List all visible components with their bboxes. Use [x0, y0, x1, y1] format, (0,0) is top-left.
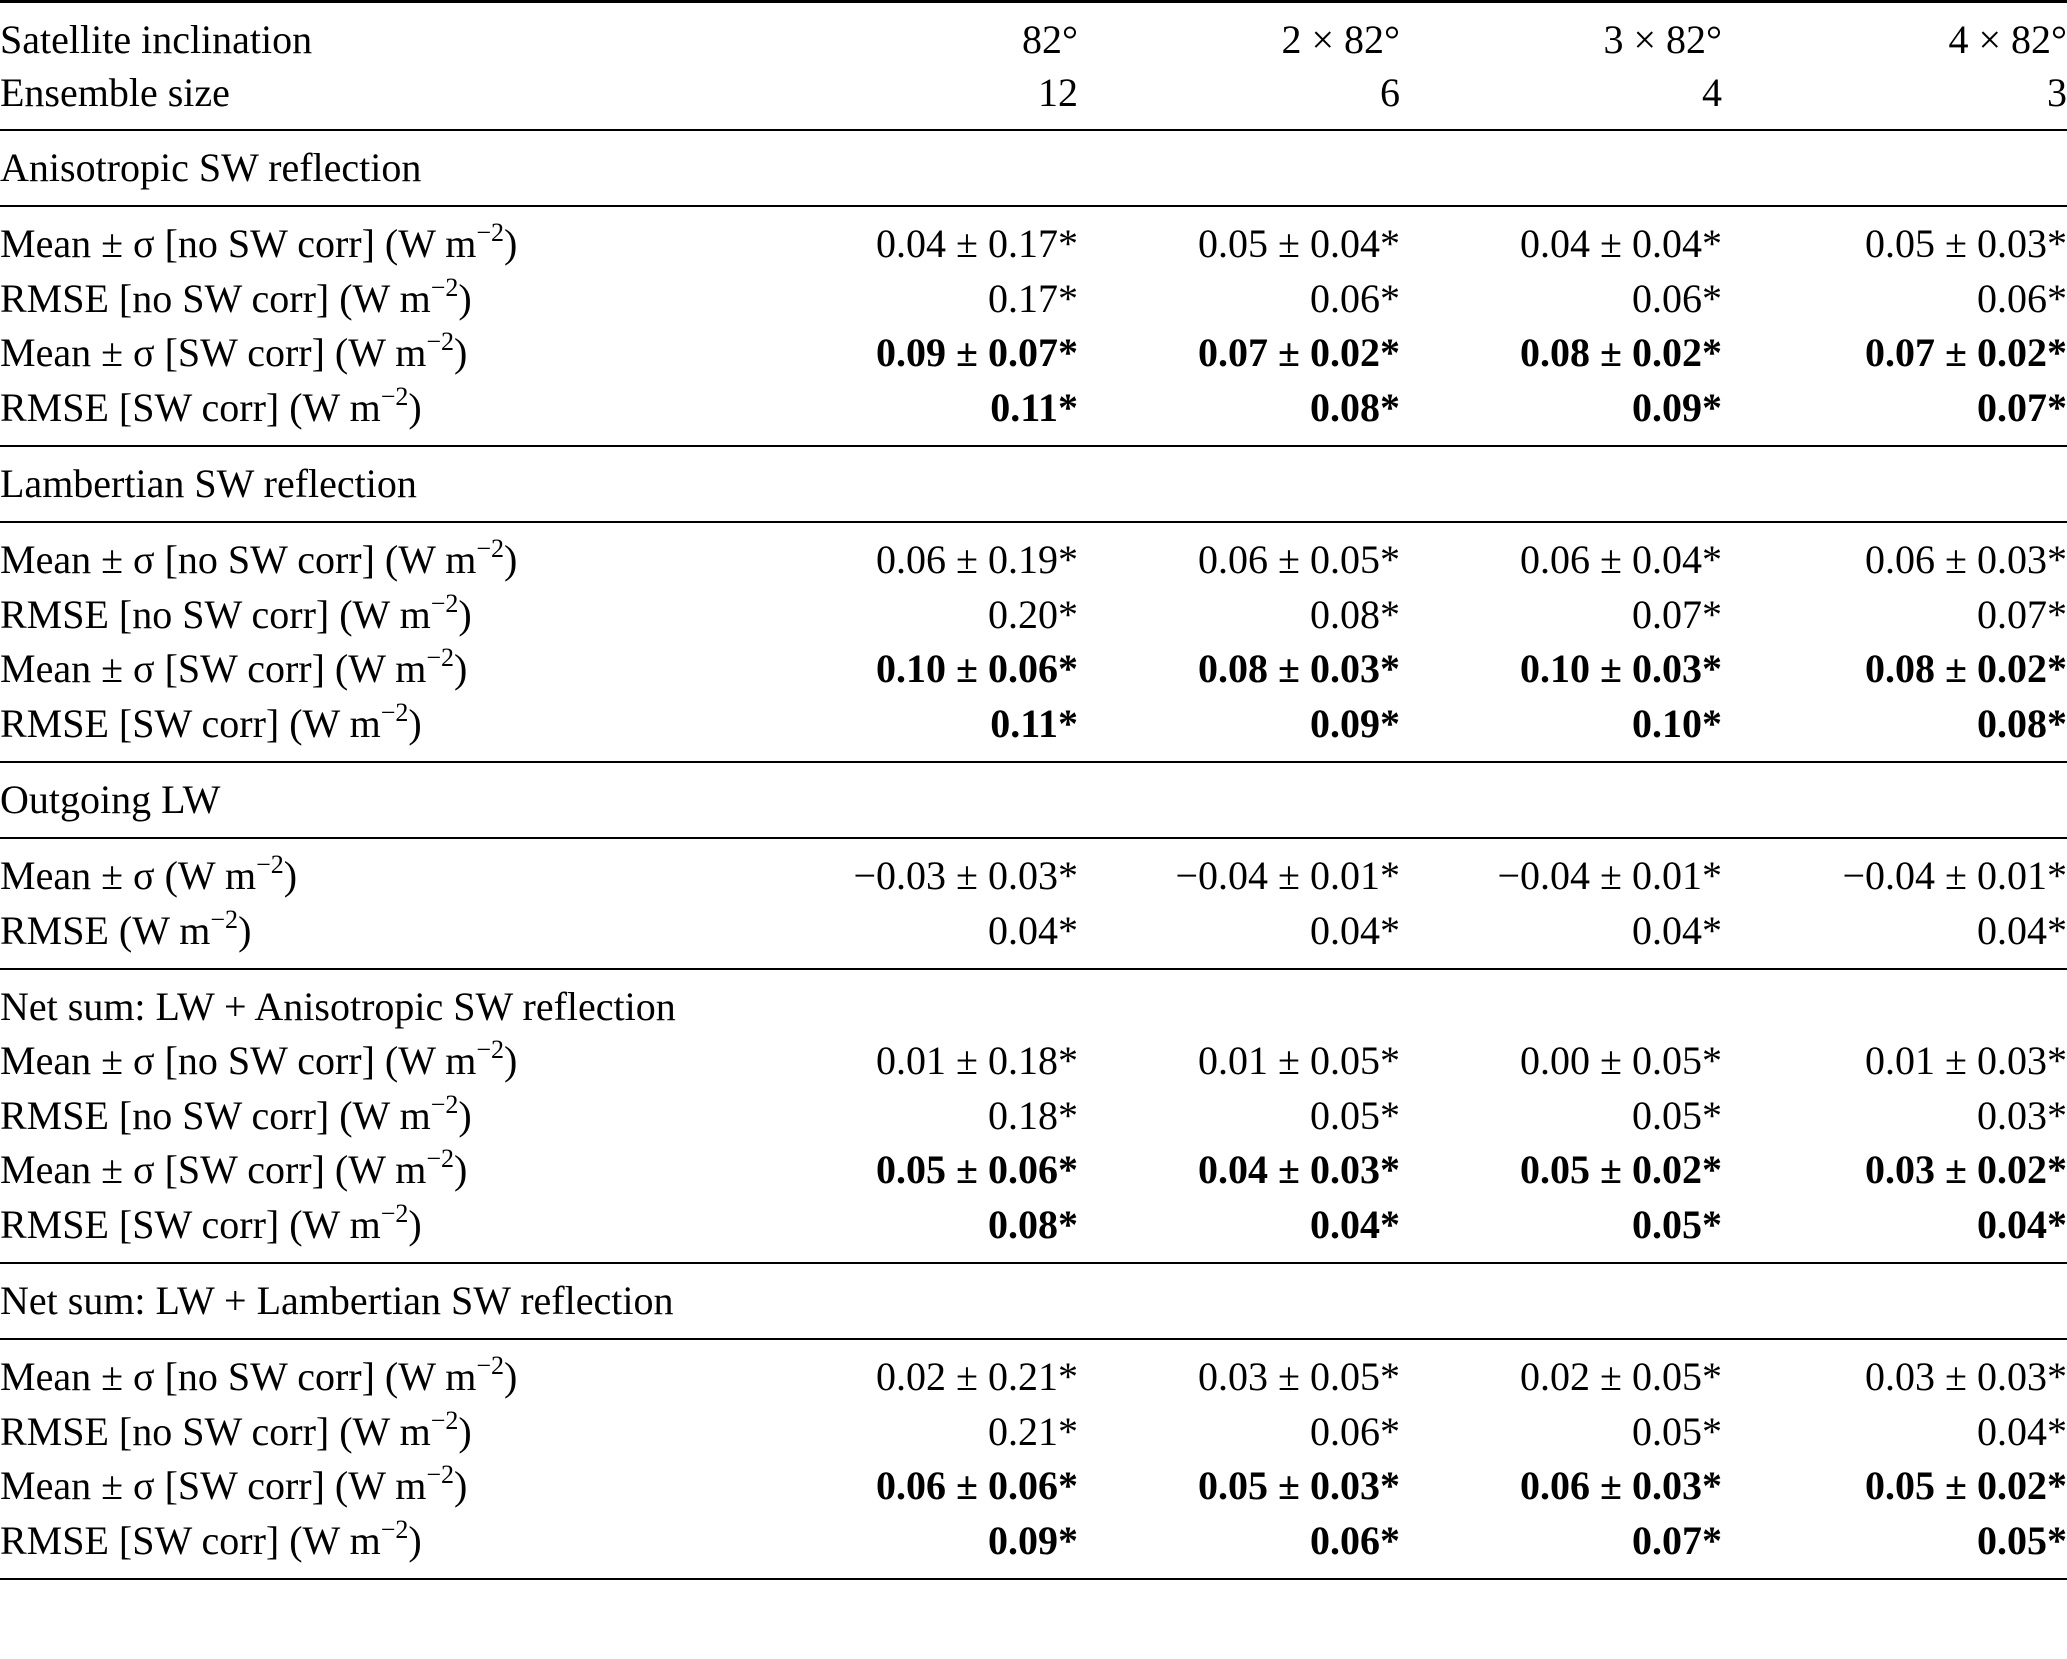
- row-label-end: ): [504, 537, 518, 582]
- value-cell: −0.03 ± 0.03*: [790, 838, 1078, 904]
- value-cell: 0.04*: [1310, 1201, 1400, 1247]
- value-cell: −0.04 ± 0.01*: [1400, 838, 1722, 904]
- table-row: [0, 838, 2067, 904]
- row-label: [0, 1405, 790, 1460]
- unit-exponent: −2: [380, 1514, 409, 1544]
- row-label-text: Mean ± σ [SW corr] (W m: [0, 1147, 427, 1192]
- inclination-label: Satellite inclination: [0, 2, 790, 67]
- value-cell: 0.07 ± 0.02*: [1198, 330, 1400, 375]
- value-cell: 0.08 ± 0.02*: [1865, 646, 2067, 691]
- row-label: [0, 1034, 790, 1089]
- table-row: [0, 1198, 2067, 1264]
- value-cell: 0.09*: [790, 1514, 1078, 1580]
- value-cell: 0.09*: [1632, 384, 1722, 430]
- value-cell: 0.04*: [1977, 1201, 2067, 1247]
- unit-exponent: −2: [426, 642, 455, 672]
- row-label: [0, 522, 790, 588]
- row-label: [0, 642, 790, 697]
- value-cell: 0.04*: [1977, 1408, 2067, 1454]
- unit-exponent: −2: [476, 1350, 505, 1380]
- unit-exponent: −2: [380, 381, 409, 411]
- row-label-end: ): [458, 591, 472, 637]
- section-title: Anisotropic SW reflection: [0, 130, 2067, 206]
- value-cell: 0.08*: [988, 1201, 1078, 1247]
- row-label-end: ): [458, 1092, 472, 1138]
- row-label: [0, 1514, 790, 1580]
- value-cell: 0.09 ± 0.07*: [876, 330, 1078, 375]
- value-cell: 0.05 ± 0.04*: [1078, 206, 1400, 272]
- table-row: [0, 1459, 2067, 1514]
- row-label: [0, 838, 790, 904]
- value-cell: 0.07 ± 0.02*: [1865, 330, 2067, 375]
- value-cell: 0.21*: [988, 1408, 1078, 1454]
- header-row-ensemble: [0, 66, 2067, 130]
- value-cell: 0.03 ± 0.02*: [1865, 1147, 2067, 1192]
- value-cell: 0.05 ± 0.03*: [1198, 1463, 1400, 1508]
- table-row: [0, 697, 2067, 763]
- row-label-text: Mean ± σ [SW corr] (W m: [0, 1463, 427, 1508]
- table-row: [0, 381, 2067, 447]
- value-cell: 0.10*: [1632, 700, 1722, 746]
- row-label-text: Mean ± σ [no SW corr] (W m: [0, 1354, 477, 1399]
- unit-exponent: −2: [426, 1459, 455, 1489]
- table-row: [0, 1405, 2067, 1460]
- value-cell: 0.07*: [1977, 384, 2067, 430]
- inclination-value: 82°: [790, 2, 1078, 67]
- value-cell: 0.18*: [988, 1092, 1078, 1138]
- row-label-end: ): [283, 853, 298, 898]
- value-cell: 0.04*: [988, 907, 1078, 953]
- section-title-row: [0, 446, 2067, 522]
- section-title-row: [0, 762, 2067, 838]
- value-cell: 0.04*: [1977, 907, 2067, 953]
- value-cell: 0.06 ± 0.03*: [1722, 522, 2067, 588]
- row-label-end: ): [504, 1354, 518, 1399]
- row-label-text: RMSE [no SW corr] (W m: [0, 591, 431, 637]
- value-cell: 0.09*: [1310, 700, 1400, 746]
- unit-exponent: −2: [430, 1405, 459, 1435]
- row-label-text: Mean ± σ [no SW corr] (W m: [0, 537, 477, 582]
- row-label-text: RMSE [no SW corr] (W m: [0, 1408, 431, 1454]
- row-label-end: ): [458, 1408, 472, 1454]
- row-label-end: ): [408, 384, 422, 430]
- row-label: [0, 381, 790, 447]
- unit-exponent: −2: [476, 217, 505, 247]
- value-cell: 0.01 ± 0.03*: [1865, 1038, 2067, 1083]
- value-cell: 0.04*: [1310, 907, 1400, 953]
- row-label: [0, 1089, 790, 1144]
- value-cell: 0.06 ± 0.03*: [1520, 1463, 1722, 1508]
- value-cell: 0.01 ± 0.18*: [876, 1038, 1078, 1083]
- value-cell: 0.06*: [1977, 275, 2067, 321]
- value-cell: 0.06 ± 0.05*: [1078, 522, 1400, 588]
- table-row: [0, 1339, 2067, 1405]
- value-cell: 0.20*: [988, 591, 1078, 637]
- unit-exponent: −2: [430, 1089, 459, 1119]
- table-row: [0, 904, 2067, 970]
- value-cell: 0.08*: [1977, 700, 2067, 746]
- row-label-end: ): [454, 1463, 468, 1508]
- row-label: [0, 1143, 790, 1198]
- value-cell: 0.06*: [1310, 1408, 1400, 1454]
- header-row-inclination: [0, 2, 2067, 67]
- value-cell: 0.04*: [1632, 907, 1722, 953]
- value-cell: 0.17*: [988, 275, 1078, 321]
- section-title: Net sum: LW + Anisotropic SW reflection: [0, 969, 2067, 1034]
- unit-exponent: −2: [430, 588, 459, 618]
- row-label-end: ): [504, 1038, 518, 1083]
- value-cell: 0.11*: [990, 384, 1078, 430]
- row-label-text: Mean ± σ [no SW corr] (W m: [0, 221, 477, 266]
- value-cell: 0.00 ± 0.05*: [1520, 1038, 1722, 1083]
- row-label: [0, 1339, 790, 1405]
- value-cell: 0.02 ± 0.05*: [1400, 1339, 1722, 1405]
- value-cell: 0.08 ± 0.02*: [1520, 330, 1722, 375]
- value-cell: 0.03 ± 0.05*: [1078, 1339, 1400, 1405]
- value-cell: 0.07*: [1632, 591, 1722, 637]
- value-cell: 0.05 ± 0.02*: [1865, 1463, 2067, 1508]
- value-cell: 0.06 ± 0.04*: [1400, 522, 1722, 588]
- ensemble-value: 12: [1038, 70, 1078, 115]
- row-label-text: RMSE [no SW corr] (W m: [0, 275, 431, 321]
- unit-exponent: −2: [256, 849, 284, 879]
- value-cell: 0.08*: [1310, 384, 1400, 430]
- value-cell: 0.10 ± 0.06*: [876, 646, 1078, 691]
- section-title-row: [0, 130, 2067, 206]
- row-label: [0, 904, 790, 970]
- row-label: [0, 1459, 790, 1514]
- table-row: [0, 1089, 2067, 1144]
- row-label-text: RMSE [SW corr] (W m: [0, 1201, 381, 1247]
- value-cell: 0.06*: [1310, 275, 1400, 321]
- value-cell: 0.05*: [1632, 1408, 1722, 1454]
- row-label-end: ): [408, 700, 422, 746]
- unit-exponent: −2: [430, 272, 459, 302]
- unit-exponent: −2: [426, 1143, 455, 1173]
- table-row: [0, 522, 2067, 588]
- inclination-value: 3 × 82°: [1400, 2, 1722, 67]
- table-row: [0, 272, 2067, 327]
- unit-exponent: −2: [426, 326, 455, 356]
- value-cell: 0.05*: [1632, 1092, 1722, 1138]
- section-title: Lambertian SW reflection: [0, 446, 2067, 522]
- value-cell: 0.03*: [1977, 1092, 2067, 1138]
- value-cell: 0.07*: [1977, 591, 2067, 637]
- row-label: [0, 697, 790, 763]
- unit-exponent: −2: [476, 1034, 505, 1064]
- value-cell: 0.05 ± 0.02*: [1520, 1147, 1722, 1192]
- row-label-text: Mean ± σ [SW corr] (W m: [0, 330, 427, 375]
- row-label: [0, 272, 790, 327]
- row-label-text: Mean ± σ [SW corr] (W m: [0, 646, 427, 691]
- value-cell: 0.05 ± 0.03*: [1722, 206, 2067, 272]
- row-label-text: Mean ± σ (W m: [0, 853, 257, 898]
- row-label-end: ): [238, 907, 252, 953]
- row-label-text: RMSE [SW corr] (W m: [0, 384, 381, 430]
- section-title-row: [0, 1263, 2067, 1339]
- table-row: [0, 1034, 2067, 1089]
- table-body: [0, 2, 2067, 1580]
- value-cell: 0.06*: [1078, 1514, 1400, 1580]
- table-row: [0, 642, 2067, 697]
- value-cell: 0.03 ± 0.03*: [1722, 1339, 2067, 1405]
- table-row: [0, 588, 2067, 643]
- ensemble-value: 4: [1702, 70, 1722, 115]
- value-cell: 0.11*: [990, 700, 1078, 746]
- row-label: [0, 588, 790, 643]
- row-label-text: RMSE [SW corr] (W m: [0, 700, 381, 746]
- value-cell: 0.04 ± 0.17*: [790, 206, 1078, 272]
- value-cell: 0.05 ± 0.06*: [876, 1147, 1078, 1192]
- value-cell: 0.07*: [1400, 1514, 1722, 1580]
- unit-exponent: −2: [380, 1198, 409, 1228]
- value-cell: 0.05*: [1722, 1514, 2067, 1580]
- value-cell: 0.04 ± 0.04*: [1400, 206, 1722, 272]
- table-row: [0, 326, 2067, 381]
- value-cell: 0.04 ± 0.03*: [1198, 1147, 1400, 1192]
- ensemble-value: 6: [1380, 70, 1400, 115]
- row-label-end: ): [458, 275, 472, 321]
- inclination-value: 4 × 82°: [1722, 2, 2067, 67]
- unit-exponent: −2: [380, 697, 409, 727]
- ensemble-label: Ensemble size: [0, 70, 230, 115]
- table-row: [0, 1143, 2067, 1198]
- row-label-end: ): [504, 221, 518, 266]
- row-label-end: ): [408, 1201, 422, 1247]
- row-label-text: RMSE [SW corr] (W m: [0, 1517, 381, 1563]
- unit-exponent: −2: [476, 533, 505, 563]
- row-label-end: ): [454, 330, 468, 375]
- row-label-end: ): [454, 1147, 468, 1192]
- section-title: Net sum: LW + Lambertian SW reflection: [0, 1263, 2067, 1339]
- row-label-end: ): [454, 646, 468, 691]
- table-row: [0, 1514, 2067, 1580]
- row-label-text: RMSE [no SW corr] (W m: [0, 1092, 431, 1138]
- value-cell: 0.06 ± 0.19*: [790, 522, 1078, 588]
- inclination-value: 2 × 82°: [1078, 2, 1400, 67]
- ensemble-value: 3: [2047, 70, 2067, 115]
- value-cell: 0.08*: [1310, 591, 1400, 637]
- value-cell: 0.02 ± 0.21*: [790, 1339, 1078, 1405]
- unit-exponent: −2: [210, 904, 239, 934]
- row-label-text: Mean ± σ [no SW corr] (W m: [0, 1038, 477, 1083]
- section-title-row: [0, 969, 2067, 1034]
- row-label: [0, 1198, 790, 1264]
- value-cell: 0.08 ± 0.03*: [1198, 646, 1400, 691]
- row-label-text: RMSE (W m: [0, 907, 211, 953]
- value-cell: 0.06 ± 0.06*: [876, 1463, 1078, 1508]
- table-row: [0, 206, 2067, 272]
- row-label: [0, 206, 790, 272]
- value-cell: 0.01 ± 0.05*: [1198, 1038, 1400, 1083]
- value-cell: 0.05*: [1632, 1201, 1722, 1247]
- value-cell: −0.04 ± 0.01*: [1078, 838, 1400, 904]
- value-cell: 0.06*: [1632, 275, 1722, 321]
- value-cell: 0.10 ± 0.03*: [1520, 646, 1722, 691]
- row-label: [0, 326, 790, 381]
- value-cell: −0.04 ± 0.01*: [1722, 838, 2067, 904]
- value-cell: 0.05*: [1310, 1092, 1400, 1138]
- section-title: Outgoing LW: [0, 762, 2067, 838]
- row-label-end: ): [408, 1517, 422, 1563]
